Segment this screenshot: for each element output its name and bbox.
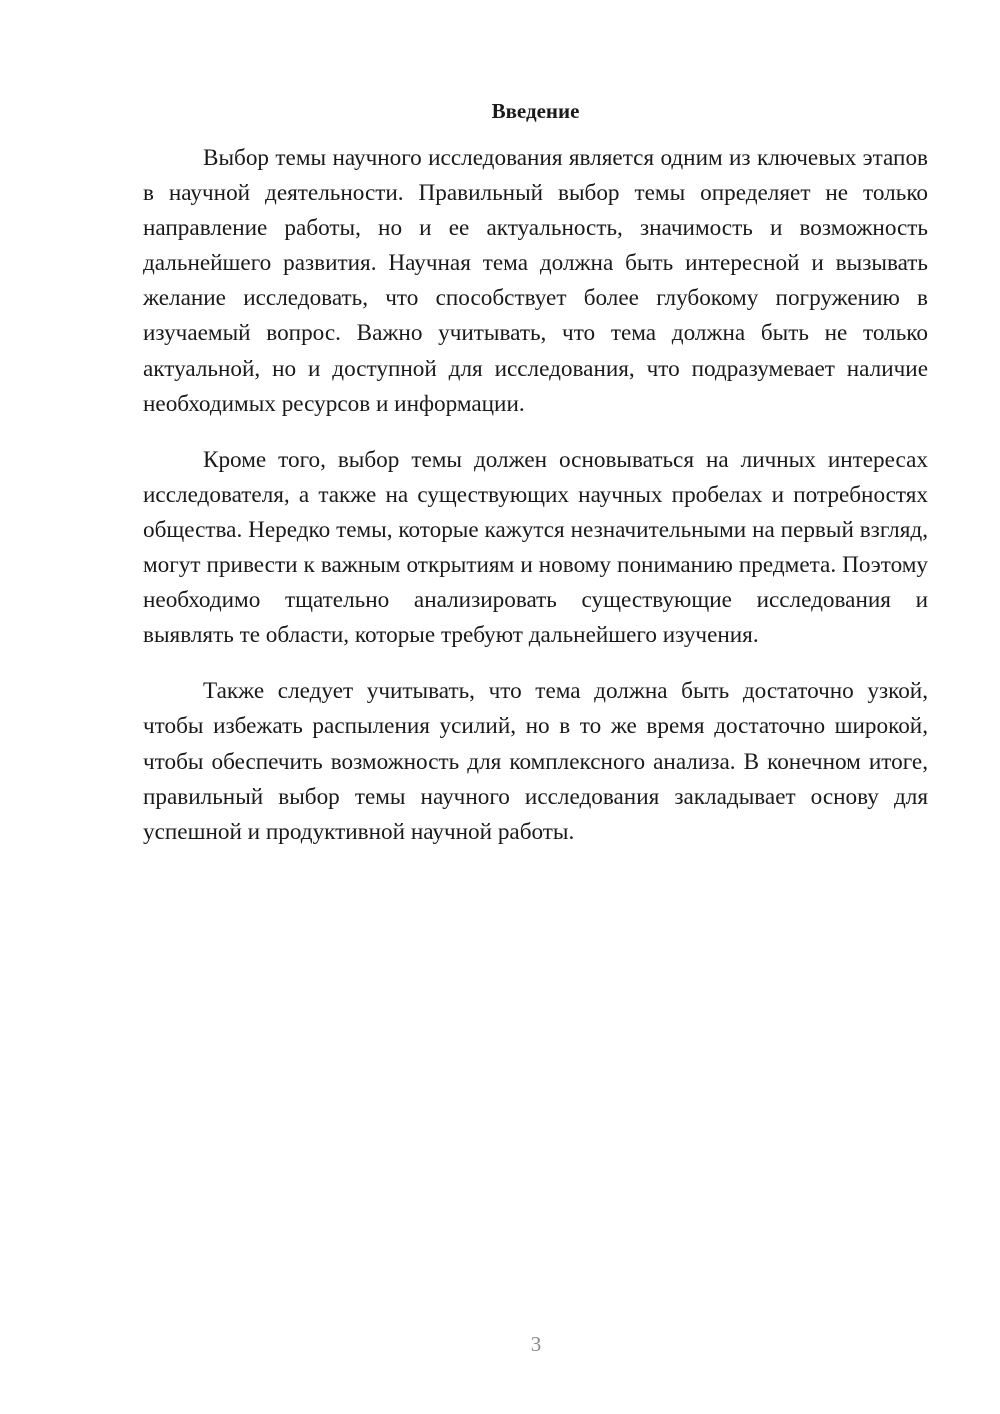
page-number: 3 xyxy=(530,1332,542,1356)
document-body xyxy=(143,94,928,871)
paragraph-2: Кроме того, выбор темы должен основываться на личных интересах исследователя, а также на существующих научных пробелах и потребностях общества. Нередко темы, которые кажутся незначительными на первый взгляд, могут привести к важным открытиям и новому пониманию предмета. Поэтому необходимо тщательно анализировать существующие исследования и выявлять те области, которые требуют дальнейшего изучения. xyxy=(143,446,928,649)
paragraph-3: Также следует учитывать, что тема должна быть достаточно узкой, чтобы избежать распыления усилий, но в то же время достаточно широкой, чтобы обеспечить возможность для комплексного анализа. В конечном итоге, правильный выбор темы научного исследования закладывает основу для успешной и продуктивной научной работы. xyxy=(143,678,928,845)
paragraph-1: Выбор темы научного исследования является одним из ключевых этапов в научной деятельности. Правильный выбор темы определяет не только направление работы, но и ее актуальность, значимость и возможность дальнейшего развития. Научная тема должна быть интересной и вызывать желание исследовать, что способствует более глубокому погружению в изучаемый вопрос. Важно учитывать, что тема должна быть не только актуальной, но и доступной для исследования, что подразумевает наличие необходимых ресурсов и информации. xyxy=(143,145,928,417)
section-heading: Введение xyxy=(491,99,580,123)
